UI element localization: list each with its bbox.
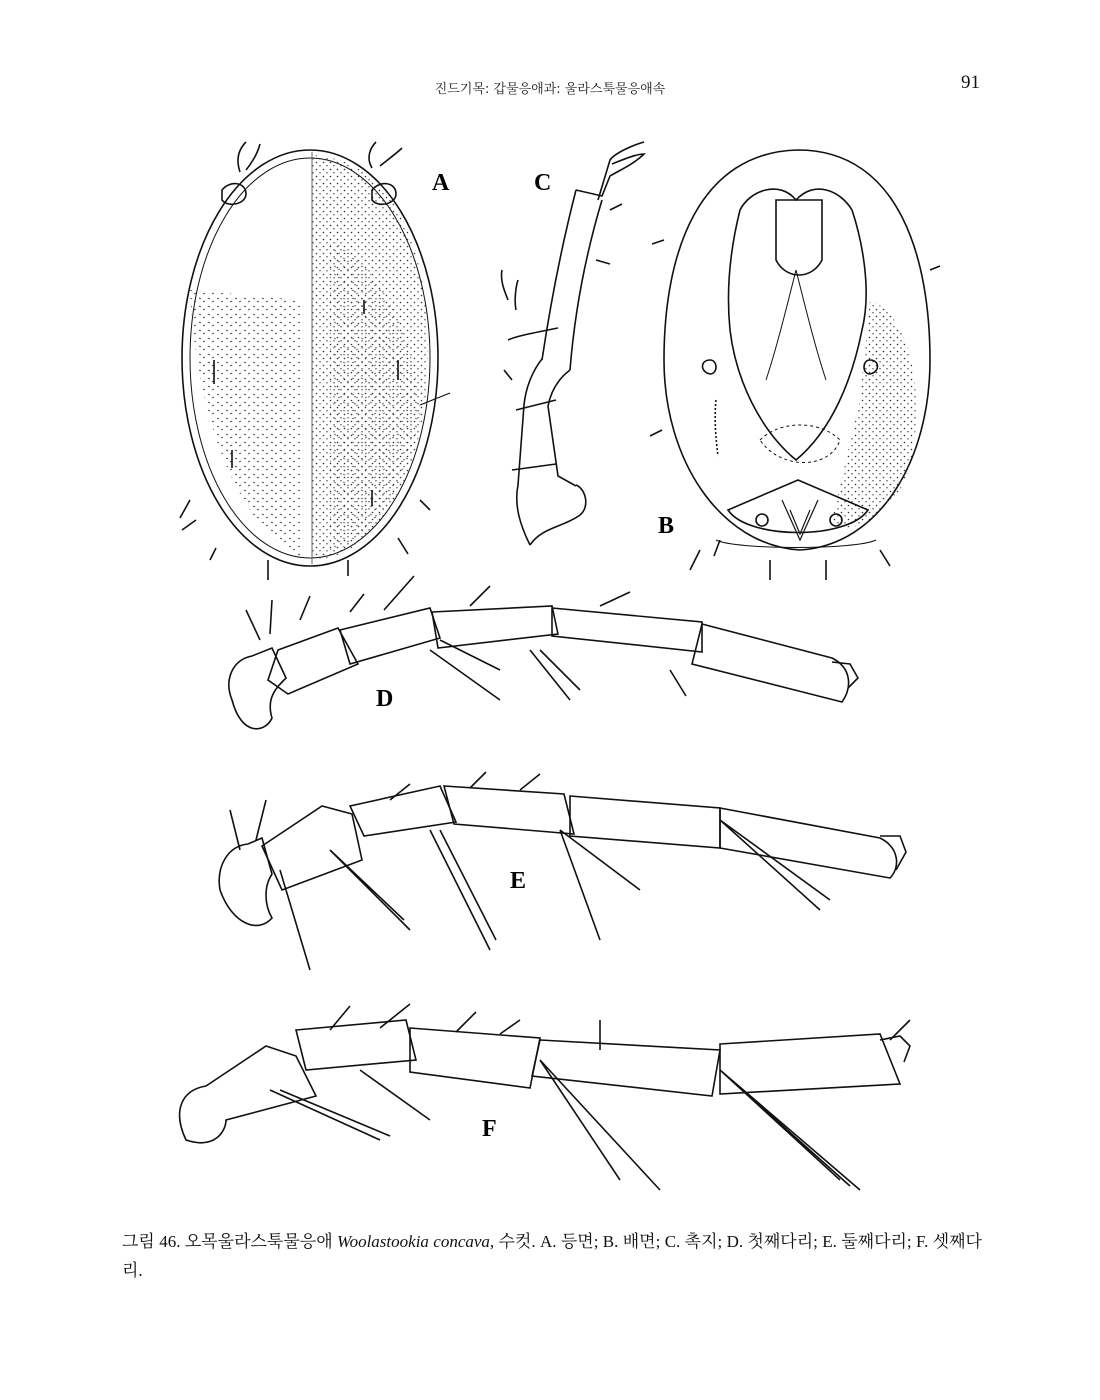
figure-label-d: D — [376, 686, 394, 712]
figure-label-f: F — [482, 1116, 497, 1142]
caption-species: Woolastookia concava, — [336, 1232, 495, 1251]
running-head: 진드기목: 갑물응애과: 울라스툭물응애속 — [434, 82, 666, 97]
figure-caption — [122, 1227, 982, 1285]
figure-label-e: E — [510, 868, 527, 894]
figure-f-third-leg — [180, 1004, 910, 1190]
page-number: 91 — [961, 72, 980, 93]
figure-d-first-leg — [229, 576, 858, 729]
caption-suffix: 수컷. A. 등면; B. 배면; C. 촉지; D. 첫째다리; E. 둘째다리; F. 셋째다리. — [122, 1232, 982, 1280]
figure-label-b: B — [658, 513, 675, 539]
figure-b-ventral-view — [650, 150, 940, 580]
figure-label-c: C — [534, 170, 552, 196]
figure-e-second-leg — [219, 772, 906, 970]
figure-c-palp — [501, 142, 644, 545]
figure-a-dorsal-view — [180, 142, 450, 580]
caption-prefix: 그림 46. 오목울라스툭물응애 — [122, 1232, 337, 1251]
figure-label-a: A — [432, 170, 450, 196]
